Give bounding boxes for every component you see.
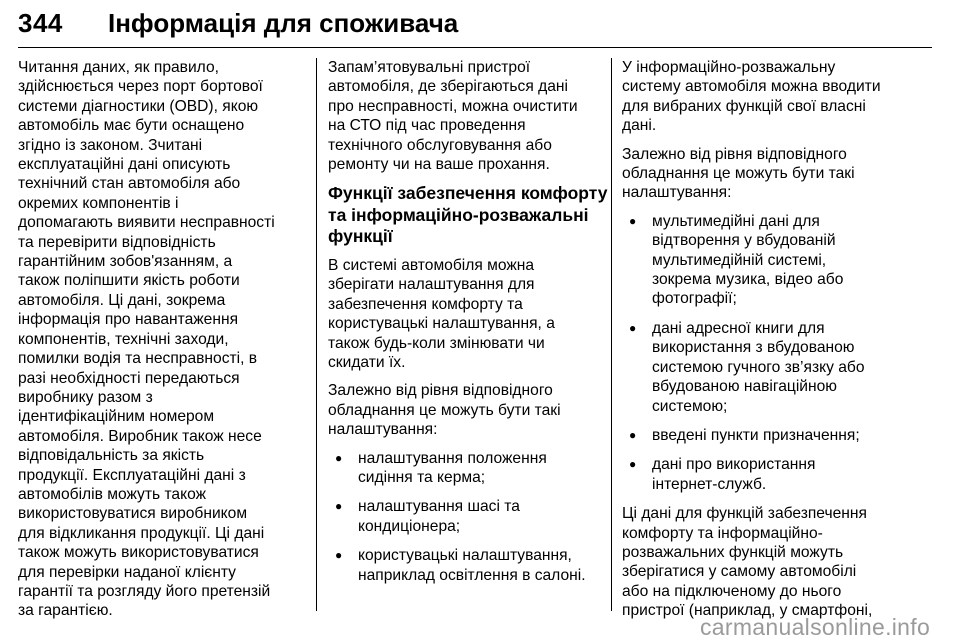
text-line: для перевірки наданої клієнту: [18, 563, 236, 581]
text-line: Залежно від рівня відповідного: [328, 382, 553, 400]
text-line: мультимедійній системі,: [652, 251, 827, 269]
text-line: системою гучного зв’язку або: [652, 358, 865, 376]
text-line: ● користувацькі налаштування,: [358, 547, 572, 565]
bullet-list: [328, 449, 604, 585]
text-line: автомобіль має бути оснащено: [18, 117, 245, 135]
paragraph: [622, 504, 922, 620]
list-item: [622, 319, 922, 416]
text-line: автомобіля. Виробник також несе: [18, 427, 262, 445]
text-line: разі необхідності передаються: [18, 369, 240, 387]
text-line: ● введені пункти призначення;: [652, 426, 860, 444]
paragraph: [18, 58, 308, 621]
text-line: відповідальність за якість: [18, 447, 205, 465]
text-line: окремих компонентів і: [18, 194, 179, 212]
text-line: продукції. Експлуатаційні дані з: [18, 466, 246, 484]
text-line: обладнання це можуть бути такі: [328, 401, 561, 419]
text-line: сидіння та керма;: [358, 469, 486, 486]
text-line: виробнику разом з: [18, 388, 153, 406]
column-divider: [611, 58, 612, 611]
text-line: розважальних функцій можуть: [622, 543, 844, 561]
text-line: вбудованою навігаційною: [652, 378, 837, 396]
text-line: використовуватися виробником: [18, 505, 248, 523]
text-line: пристрої (наприклад, у смартфоні,: [622, 602, 873, 620]
text-line: обладнання це можуть бути такі: [622, 165, 855, 183]
list-item: [328, 497, 604, 536]
list-item: [622, 455, 922, 494]
text-line: ● налаштування положення: [358, 449, 547, 467]
text-line: систему автомобіля можна вводити: [622, 78, 881, 96]
text-line: ● дані про використання: [652, 456, 816, 474]
text-line: наприклад освітлення в салоні.: [358, 566, 586, 584]
text-line: інтернет-служб.: [652, 475, 767, 493]
text-line: ● дані адресної книги для: [652, 319, 825, 337]
text-line: технічний стан автомобіля або: [18, 175, 241, 193]
column-divider: [316, 58, 317, 611]
bullet-list: [622, 212, 922, 494]
watermark: carmanualsonline.info: [700, 614, 931, 640]
text-line: зокрема музика, відео або: [652, 271, 844, 289]
text-line: технічного обслуговування або: [328, 136, 552, 154]
text-line: для вибраних функцій свої власні: [622, 97, 866, 115]
text-line: Запам’ятовувальні пристрої: [328, 59, 531, 76]
text-line: помилки водія та несправності, в: [18, 350, 258, 368]
text-line: згідно із законом. Зчитані: [18, 136, 203, 154]
text-line: ● мультимедійні дані для: [652, 212, 820, 230]
paragraph: [328, 381, 604, 439]
text-line: автомобіля. Ці дані, зокрема: [18, 291, 226, 309]
text-line: скидати їх.: [328, 353, 406, 371]
text-line: або на підключеному до нього: [622, 582, 842, 600]
paragraph: [328, 58, 604, 174]
text-line: інформація про навантаження: [18, 311, 239, 329]
column-3: [622, 58, 922, 630]
heading-line: та інформаційно-розважальні: [328, 204, 589, 225]
text-line: фотографії;: [652, 290, 737, 308]
text-line: ремонту чи на ваше прохання.: [328, 156, 550, 174]
text-line: системи діагностики (OBD), якою: [18, 97, 259, 115]
column-1: [18, 58, 308, 630]
list-item: [328, 449, 604, 488]
text-line: дані.: [622, 117, 657, 135]
text-line: автомобіля, де зберігаються дані: [328, 78, 568, 96]
paragraph: [328, 256, 604, 372]
text-line: ідентифікаційним номером: [18, 408, 215, 426]
text-line: ● налаштування шасі та: [358, 498, 520, 516]
heading-line: функції: [328, 226, 393, 247]
list-item: [622, 426, 922, 445]
text-line: експлуатаційні дані описують: [18, 156, 231, 174]
text-line: користувацькі налаштування, а: [328, 315, 555, 333]
text-line: використання з вбудованою: [652, 339, 855, 357]
text-line: комфорту та інформаційно-: [622, 524, 823, 542]
header-rule: [18, 47, 932, 48]
text-line: зберігатися у самому автомобілі: [622, 563, 857, 581]
text-line: для відкликання продукції. Ці дані: [18, 524, 265, 542]
text-line: В системі автомобіля можна: [328, 256, 535, 274]
text-line: відтворення у вбудованій: [652, 232, 836, 250]
column-2: [328, 58, 608, 595]
text-line: компонентів, технічні заходи,: [18, 330, 229, 348]
text-line: гарантії та розгляду його претензій: [18, 582, 271, 600]
page-number: 344: [18, 8, 63, 38]
text-line: допомагають виявити несправності: [18, 214, 275, 232]
paragraph: [622, 145, 922, 203]
text-line: зберігати налаштування для: [328, 276, 535, 294]
heading-line: Функції забезпечення комфорту: [328, 183, 608, 204]
list-item: [328, 546, 604, 585]
text-line: про несправності, можна очистити: [328, 97, 578, 115]
text-line: також будь-коли змінювати чи: [328, 334, 545, 352]
paragraph: [622, 58, 922, 136]
text-line: автомобілів можуть також: [18, 485, 207, 503]
text-line: налаштування:: [622, 184, 732, 202]
text-line: системою;: [652, 397, 728, 415]
text-line: гарантійним зобов'язанням, а: [18, 253, 233, 271]
text-line: також можуть використовуватися: [18, 544, 259, 562]
page-header: [18, 0, 932, 50]
page-title: Інформація для споживача: [108, 8, 459, 38]
text-line: здійснюється через порт бортової: [18, 78, 263, 96]
text-line: на СТО під час проведення: [328, 117, 526, 135]
text-line: також поліпшити якість роботи: [18, 272, 240, 290]
text-line: за гарантією.: [18, 602, 113, 620]
text-line: та перевірити відповідність: [18, 233, 216, 251]
text-line: забезпечення комфорту та: [328, 295, 523, 313]
text-line: У інформаційно-розважальну: [622, 59, 836, 76]
text-line: Ці дані для функцій забезпечення: [622, 505, 867, 523]
list-item: [622, 212, 922, 309]
text-line: Читання даних, як правило,: [18, 59, 219, 76]
text-line: кондиціонера;: [358, 517, 461, 535]
section-heading: [328, 183, 608, 248]
text-line: Залежно від рівня відповідного: [622, 145, 847, 163]
text-line: налаштування:: [328, 421, 438, 439]
